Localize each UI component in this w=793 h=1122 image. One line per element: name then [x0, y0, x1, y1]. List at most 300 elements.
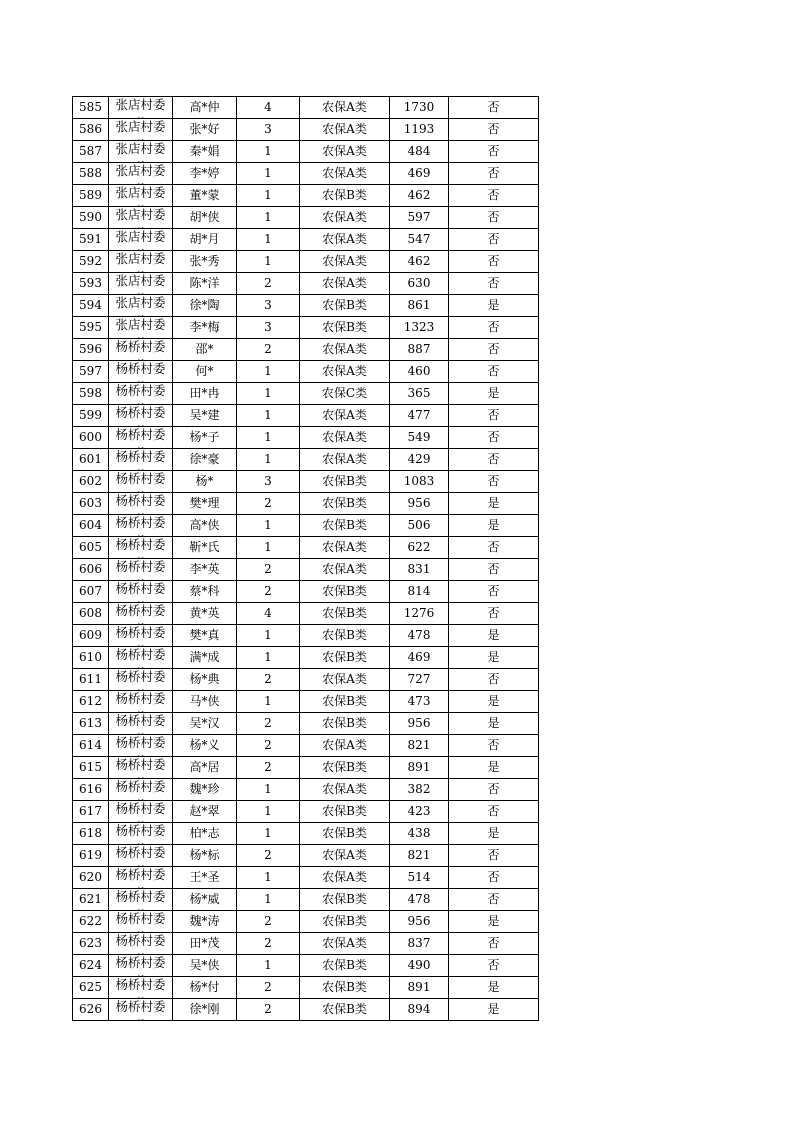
- village-cell: [109, 185, 173, 207]
- name-cell: 杨*标: [173, 845, 237, 867]
- table-row: [73, 449, 539, 471]
- amount-cell: 956: [390, 911, 449, 933]
- table-row: [73, 339, 539, 361]
- flag-cell: 是: [449, 383, 539, 405]
- village-name: 杨桥村委: [115, 955, 166, 970]
- village-name: 杨桥村委: [115, 691, 166, 706]
- household-count-cell: 1: [237, 449, 300, 471]
- household-count-cell: 1: [237, 691, 300, 713]
- table-row: [73, 955, 539, 977]
- row-number-cell: 585: [73, 97, 109, 119]
- row-number-cell: 606: [73, 559, 109, 581]
- village-name: 张店村委: [115, 295, 166, 310]
- amount-cell: 469: [390, 163, 449, 185]
- amount-cell: 484: [390, 141, 449, 163]
- name-cell: 胡*侠: [173, 207, 237, 229]
- insurance-type-cell: 农保B类: [300, 911, 390, 933]
- amount-cell: 506: [390, 515, 449, 537]
- row-number-cell: 608: [73, 603, 109, 625]
- flag-cell: 是: [449, 999, 539, 1021]
- village-name: 杨桥村委: [115, 801, 166, 816]
- name-cell: 杨*付: [173, 977, 237, 999]
- household-count-cell: 1: [237, 229, 300, 251]
- name-cell: 樊*真: [173, 625, 237, 647]
- flag-cell: 否: [449, 317, 539, 339]
- household-count-cell: 2: [237, 339, 300, 361]
- household-count-cell: 1: [237, 251, 300, 273]
- row-number-cell: 604: [73, 515, 109, 537]
- amount-cell: 429: [390, 449, 449, 471]
- village-cell: [109, 889, 173, 911]
- amount-cell: 597: [390, 207, 449, 229]
- village-name: 杨桥村委: [115, 669, 166, 684]
- name-cell: 张*秀: [173, 251, 237, 273]
- village-name: 张店村委: [115, 141, 166, 156]
- name-cell: 魏*珍: [173, 779, 237, 801]
- row-number-cell: 596: [73, 339, 109, 361]
- insurance-type-cell: 农保A类: [300, 405, 390, 427]
- household-count-cell: 4: [237, 97, 300, 119]
- document-sheet: [72, 96, 538, 1021]
- village-cell: [109, 339, 173, 361]
- amount-cell: 547: [390, 229, 449, 251]
- table-row: [73, 471, 539, 493]
- flag-cell: 是: [449, 515, 539, 537]
- flag-cell: 否: [449, 537, 539, 559]
- insurance-type-cell: 农保A类: [300, 537, 390, 559]
- village-name: 杨桥村委: [115, 449, 166, 464]
- row-number-cell: 592: [73, 251, 109, 273]
- row-number-cell: 595: [73, 317, 109, 339]
- amount-cell: 630: [390, 273, 449, 295]
- insurance-type-cell: 农保A类: [300, 735, 390, 757]
- village-cell: [109, 933, 173, 955]
- village-cell: [109, 229, 173, 251]
- row-number-cell: 618: [73, 823, 109, 845]
- amount-cell: 894: [390, 999, 449, 1021]
- name-cell: 胡*月: [173, 229, 237, 251]
- name-cell: 满*成: [173, 647, 237, 669]
- village-name: 杨桥村委: [115, 339, 166, 354]
- insurance-type-cell: 农保B类: [300, 471, 390, 493]
- table-row: [73, 647, 539, 669]
- row-number-cell: 619: [73, 845, 109, 867]
- table-row: [73, 229, 539, 251]
- row-number-cell: 620: [73, 867, 109, 889]
- village-name: 杨桥村委: [115, 625, 166, 640]
- household-count-cell: 3: [237, 471, 300, 493]
- amount-cell: 490: [390, 955, 449, 977]
- village-name: 张店村委: [115, 251, 166, 266]
- amount-cell: 727: [390, 669, 449, 691]
- village-cell: [109, 713, 173, 735]
- village-name: 杨桥村委: [115, 977, 166, 992]
- insurance-type-cell: 农保B类: [300, 955, 390, 977]
- insurance-type-cell: 农保A类: [300, 779, 390, 801]
- village-name: 张店村委: [115, 163, 166, 178]
- row-number-cell: 611: [73, 669, 109, 691]
- name-cell: 靳*氏: [173, 537, 237, 559]
- flag-cell: 是: [449, 295, 539, 317]
- flag-cell: 是: [449, 977, 539, 999]
- flag-cell: 否: [449, 603, 539, 625]
- village-cell: [109, 449, 173, 471]
- table-row: [73, 999, 539, 1021]
- village-cell: [109, 141, 173, 163]
- name-cell: 李*梅: [173, 317, 237, 339]
- table-row: [73, 97, 539, 119]
- village-name: 杨桥村委: [115, 493, 166, 508]
- village-cell: [109, 647, 173, 669]
- amount-cell: 956: [390, 493, 449, 515]
- flag-cell: 是: [449, 493, 539, 515]
- amount-cell: 1276: [390, 603, 449, 625]
- village-wrapped-fragment: [136, 1019, 146, 1021]
- table-row: [73, 669, 539, 691]
- table-row: [73, 251, 539, 273]
- name-cell: 田*茂: [173, 933, 237, 955]
- flag-cell: 否: [449, 339, 539, 361]
- amount-cell: 622: [390, 537, 449, 559]
- flag-cell: 否: [449, 163, 539, 185]
- row-number-cell: 615: [73, 757, 109, 779]
- amount-cell: 887: [390, 339, 449, 361]
- village-cell: [109, 537, 173, 559]
- household-count-cell: 3: [237, 317, 300, 339]
- village-cell: [109, 273, 173, 295]
- village-name: 杨桥村委: [115, 779, 166, 794]
- name-cell: 徐*豪: [173, 449, 237, 471]
- household-count-cell: 3: [237, 119, 300, 141]
- row-number-cell: 590: [73, 207, 109, 229]
- amount-cell: 462: [390, 185, 449, 207]
- table-row: [73, 361, 539, 383]
- row-number-cell: 597: [73, 361, 109, 383]
- village-cell: [109, 911, 173, 933]
- household-count-cell: 1: [237, 647, 300, 669]
- table-row: [73, 801, 539, 823]
- village-name: 杨桥村委: [115, 361, 166, 376]
- amount-cell: 477: [390, 405, 449, 427]
- insurance-type-cell: 农保A类: [300, 141, 390, 163]
- village-name: 杨桥村委: [115, 735, 166, 750]
- village-name: 杨桥村委: [115, 559, 166, 574]
- row-number-cell: 600: [73, 427, 109, 449]
- village-cell: [109, 361, 173, 383]
- table-row: [73, 823, 539, 845]
- table-row: [73, 493, 539, 515]
- village-name: 杨桥村委: [115, 845, 166, 860]
- household-count-cell: 1: [237, 427, 300, 449]
- village-name: 杨桥村委: [115, 471, 166, 486]
- village-name: 杨桥村委: [115, 889, 166, 904]
- village-cell: [109, 625, 173, 647]
- name-cell: 徐*刚: [173, 999, 237, 1021]
- name-cell: 李*婷: [173, 163, 237, 185]
- household-count-cell: 1: [237, 163, 300, 185]
- flag-cell: 是: [449, 625, 539, 647]
- amount-cell: 460: [390, 361, 449, 383]
- flag-cell: 否: [449, 559, 539, 581]
- village-name: 杨桥村委: [115, 999, 166, 1014]
- village-name: 杨桥村委: [115, 603, 166, 618]
- amount-cell: 821: [390, 845, 449, 867]
- table-row: [73, 977, 539, 999]
- village-cell: [109, 383, 173, 405]
- row-number-cell: 586: [73, 119, 109, 141]
- flag-cell: 否: [449, 801, 539, 823]
- insurance-type-cell: 农保A类: [300, 229, 390, 251]
- insurance-type-cell: 农保A类: [300, 339, 390, 361]
- row-number-cell: 602: [73, 471, 109, 493]
- household-count-cell: 1: [237, 823, 300, 845]
- table-row: [73, 537, 539, 559]
- table-row: [73, 427, 539, 449]
- amount-cell: 831: [390, 559, 449, 581]
- village-cell: [109, 955, 173, 977]
- insurance-type-cell: 农保B类: [300, 647, 390, 669]
- name-cell: 邵*: [173, 339, 237, 361]
- household-count-cell: 1: [237, 207, 300, 229]
- flag-cell: 否: [449, 229, 539, 251]
- amount-cell: 861: [390, 295, 449, 317]
- village-name: 杨桥村委: [115, 867, 166, 882]
- insurance-type-cell: 农保B类: [300, 603, 390, 625]
- flag-cell: 否: [449, 97, 539, 119]
- row-number-cell: 587: [73, 141, 109, 163]
- amount-cell: 514: [390, 867, 449, 889]
- flag-cell: 是: [449, 713, 539, 735]
- village-cell: [109, 581, 173, 603]
- name-cell: 吴*侠: [173, 955, 237, 977]
- table-row: [73, 933, 539, 955]
- household-count-cell: 1: [237, 141, 300, 163]
- row-number-cell: 605: [73, 537, 109, 559]
- row-number-cell: 623: [73, 933, 109, 955]
- flag-cell: 是: [449, 647, 539, 669]
- village-cell: [109, 867, 173, 889]
- flag-cell: 否: [449, 933, 539, 955]
- village-name: 张店村委: [115, 273, 166, 288]
- name-cell: 杨*子: [173, 427, 237, 449]
- household-count-cell: 2: [237, 757, 300, 779]
- village-cell: [109, 801, 173, 823]
- name-cell: 樊*理: [173, 493, 237, 515]
- table-row: [73, 889, 539, 911]
- amount-cell: 891: [390, 977, 449, 999]
- name-cell: 秦*娟: [173, 141, 237, 163]
- amount-cell: 438: [390, 823, 449, 845]
- insurance-type-cell: 农保A类: [300, 119, 390, 141]
- flag-cell: 否: [449, 207, 539, 229]
- row-number-cell: 621: [73, 889, 109, 911]
- household-count-cell: 1: [237, 185, 300, 207]
- insurance-type-cell: 农保A类: [300, 251, 390, 273]
- table-row: [73, 295, 539, 317]
- row-number-cell: 610: [73, 647, 109, 669]
- household-count-cell: 1: [237, 779, 300, 801]
- amount-cell: 423: [390, 801, 449, 823]
- village-cell: [109, 119, 173, 141]
- row-number-cell: 607: [73, 581, 109, 603]
- insurance-type-cell: 农保A类: [300, 207, 390, 229]
- amount-cell: 1193: [390, 119, 449, 141]
- household-count-cell: 1: [237, 889, 300, 911]
- household-count-cell: 1: [237, 625, 300, 647]
- table-row: [73, 163, 539, 185]
- row-number-cell: 622: [73, 911, 109, 933]
- village-cell: [109, 207, 173, 229]
- amount-cell: 814: [390, 581, 449, 603]
- village-cell: [109, 163, 173, 185]
- amount-cell: 1730: [390, 97, 449, 119]
- village-cell: [109, 97, 173, 119]
- name-cell: 黄*英: [173, 603, 237, 625]
- village-name: 杨桥村委: [115, 823, 166, 838]
- insurance-type-cell: 农保A类: [300, 867, 390, 889]
- amount-cell: 891: [390, 757, 449, 779]
- name-cell: 高*仲: [173, 97, 237, 119]
- household-count-cell: 1: [237, 537, 300, 559]
- flag-cell: 是: [449, 911, 539, 933]
- name-cell: 杨*: [173, 471, 237, 493]
- village-cell: [109, 427, 173, 449]
- insurance-type-cell: 农保B类: [300, 493, 390, 515]
- row-number-cell: 594: [73, 295, 109, 317]
- village-name: 杨桥村委: [115, 515, 166, 530]
- village-cell: [109, 493, 173, 515]
- insurance-type-cell: 农保A类: [300, 361, 390, 383]
- village-cell: [109, 691, 173, 713]
- village-name: 杨桥村委: [115, 713, 166, 728]
- row-number-cell: 616: [73, 779, 109, 801]
- name-cell: 张*好: [173, 119, 237, 141]
- household-count-cell: 1: [237, 955, 300, 977]
- name-cell: 杨*威: [173, 889, 237, 911]
- household-count-cell: 2: [237, 581, 300, 603]
- row-number-cell: 625: [73, 977, 109, 999]
- insurance-type-cell: 农保A类: [300, 97, 390, 119]
- insurance-type-cell: 农保A类: [300, 273, 390, 295]
- table-row: [73, 603, 539, 625]
- village-cell: [109, 251, 173, 273]
- name-cell: 杨*义: [173, 735, 237, 757]
- row-number-cell: 626: [73, 999, 109, 1021]
- household-count-cell: 2: [237, 559, 300, 581]
- village-name: 杨桥村委: [115, 647, 166, 662]
- row-number-cell: 609: [73, 625, 109, 647]
- village-cell: [109, 977, 173, 999]
- amount-cell: 462: [390, 251, 449, 273]
- table-row: [73, 735, 539, 757]
- village-name: 张店村委: [115, 229, 166, 244]
- flag-cell: 否: [449, 427, 539, 449]
- table-row: [73, 581, 539, 603]
- village-cell: [109, 603, 173, 625]
- table-row: [73, 713, 539, 735]
- row-number-cell: 614: [73, 735, 109, 757]
- table-row: [73, 273, 539, 295]
- village-cell: [109, 845, 173, 867]
- household-count-cell: 1: [237, 405, 300, 427]
- name-cell: 蔡*科: [173, 581, 237, 603]
- household-count-cell: 2: [237, 713, 300, 735]
- flag-cell: 否: [449, 779, 539, 801]
- insurance-type-cell: 农保A类: [300, 845, 390, 867]
- insurance-type-cell: 农保A类: [300, 933, 390, 955]
- name-cell: 田*冉: [173, 383, 237, 405]
- flag-cell: 否: [449, 735, 539, 757]
- village-name: 杨桥村委: [115, 933, 166, 948]
- amount-cell: 1323: [390, 317, 449, 339]
- flag-cell: 否: [449, 185, 539, 207]
- flag-cell: 否: [449, 273, 539, 295]
- village-cell: [109, 757, 173, 779]
- village-cell: [109, 669, 173, 691]
- table-row: [73, 625, 539, 647]
- household-count-cell: 2: [237, 933, 300, 955]
- household-count-cell: 2: [237, 493, 300, 515]
- row-number-cell: 591: [73, 229, 109, 251]
- flag-cell: 否: [449, 955, 539, 977]
- village-name: 张店村委: [115, 97, 166, 112]
- insurance-type-cell: 农保B类: [300, 515, 390, 537]
- insurance-type-cell: 农保A类: [300, 163, 390, 185]
- table-row: [73, 691, 539, 713]
- table-row: [73, 845, 539, 867]
- flag-cell: 否: [449, 581, 539, 603]
- insurance-type-cell: 农保C类: [300, 383, 390, 405]
- household-count-cell: 1: [237, 867, 300, 889]
- household-count-cell: 1: [237, 383, 300, 405]
- name-cell: 吴*建: [173, 405, 237, 427]
- name-cell: 杨*典: [173, 669, 237, 691]
- flag-cell: 是: [449, 823, 539, 845]
- flag-cell: 否: [449, 471, 539, 493]
- amount-cell: 473: [390, 691, 449, 713]
- amount-cell: 821: [390, 735, 449, 757]
- insurance-type-cell: 农保B类: [300, 977, 390, 999]
- village-name: 杨桥村委: [115, 405, 166, 420]
- village-name: 张店村委: [115, 119, 166, 134]
- table-row: [73, 383, 539, 405]
- name-cell: 高*居: [173, 757, 237, 779]
- household-count-cell: 1: [237, 361, 300, 383]
- insurance-type-cell: 农保B类: [300, 713, 390, 735]
- table-row: [73, 559, 539, 581]
- household-count-cell: 2: [237, 999, 300, 1021]
- table-body: [73, 97, 539, 1021]
- flag-cell: 否: [449, 141, 539, 163]
- row-number-cell: 588: [73, 163, 109, 185]
- village-name: 张店村委: [115, 317, 166, 332]
- household-count-cell: 1: [237, 801, 300, 823]
- insurance-type-cell: 农保B类: [300, 317, 390, 339]
- household-count-cell: 2: [237, 845, 300, 867]
- name-cell: 吴*汉: [173, 713, 237, 735]
- name-cell: 柏*志: [173, 823, 237, 845]
- insurance-type-cell: 农保B类: [300, 801, 390, 823]
- insurance-type-cell: 农保A类: [300, 449, 390, 471]
- name-cell: 魏*涛: [173, 911, 237, 933]
- row-number-cell: 624: [73, 955, 109, 977]
- table-row: [73, 185, 539, 207]
- village-cell: [109, 317, 173, 339]
- name-cell: 徐*陶: [173, 295, 237, 317]
- row-number-cell: 589: [73, 185, 109, 207]
- flag-cell: 否: [449, 449, 539, 471]
- name-cell: 何*: [173, 361, 237, 383]
